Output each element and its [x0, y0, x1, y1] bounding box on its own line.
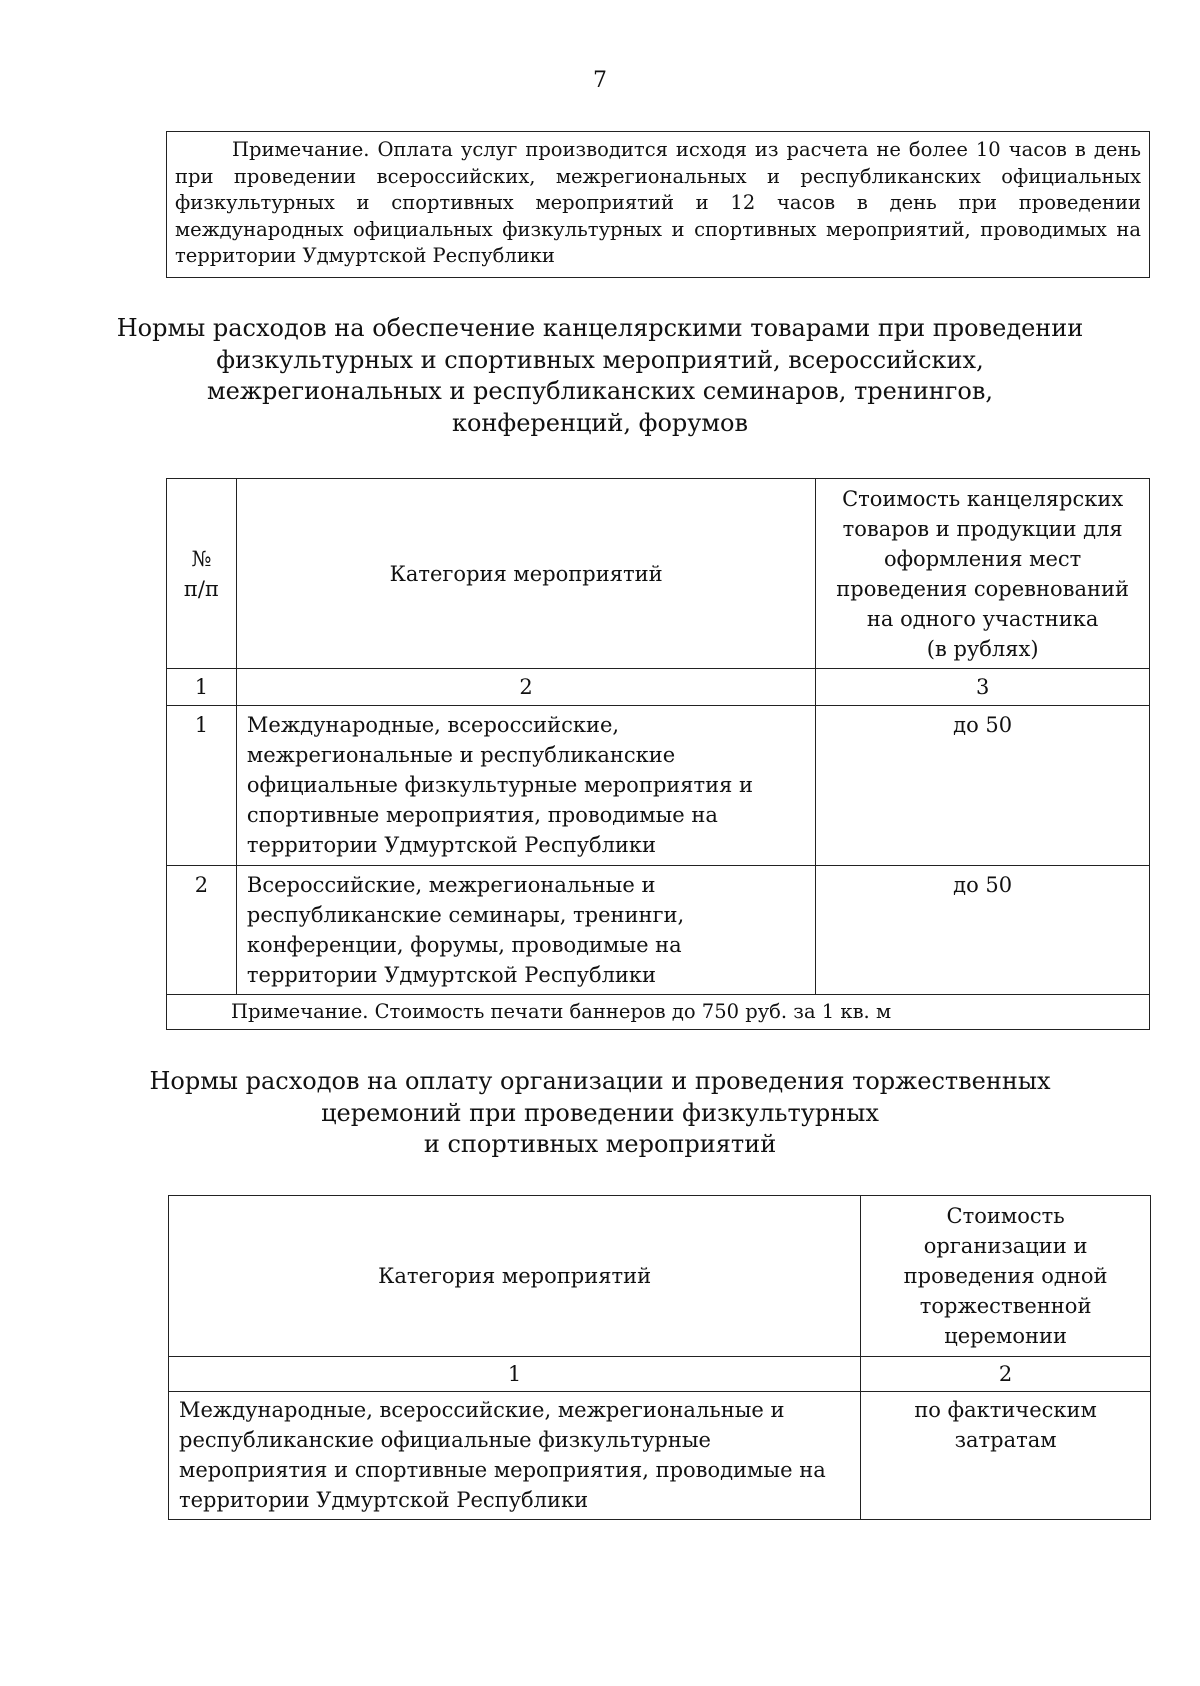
table-note-row [167, 995, 1150, 1030]
table-row: 2 Всероссийские, межрегиональные и республиканские семинары, тренинги, конференции, форумы, проводимые на территории Удмуртской Республики до 50 [167, 866, 1150, 995]
section2-title: Нормы расходов на оплату организации и проведения торжественных церемоний при проведении физкультурных и спортивных мероприятий [149, 1067, 1051, 1158]
table-numbering-row: 1 2 3 [167, 669, 1150, 706]
note-top-text: Примечание. Оплата услуг производится исходя из расчета не более 10 часов в день при проведении всероссийских, межрегиональных и республиканских официальных физкультурных и спортивных мероприятий и 12 часов в день при проведении международных официальных физкультурных и спортивных мероприятий, проводимых на территории Удмуртской Республики [175, 138, 1141, 267]
note-top [166, 131, 1150, 278]
row-category: Международные, всероссийские, межрегиональные и республиканские официальные физкультурные мероприятия и спортивные мероприятия, проводимые на территории Удмуртской Республики [169, 1392, 861, 1520]
row-category: Международные, всероссийские, межрегиональные и республиканские официальные физкультурные мероприятия и спортивные мероприятия, проводимые на территории Удмуртской Республики [236, 706, 815, 866]
page-number: 7 [593, 68, 607, 93]
table-header-row [169, 1196, 1151, 1357]
table-row: 1 Международные, всероссийские, межрегиональные и республиканские официальные физкультурные мероприятия и спортивные мероприятия, проводимые на территории Удмуртской Республики до 50 [167, 706, 1150, 866]
stationery-table [166, 478, 1150, 1030]
section1-title: Нормы расходов на обеспечение канцелярскими товарами при проведении физкультурных и спортивных мероприятий, всероссийских, межрегиональных и республиканских семинаров, тренингов, конференций, форумов [116, 314, 1084, 437]
table-note: Примечание. Стоимость печати баннеров до 750 руб. за 1 кв. м [167, 995, 1150, 1030]
header-category: Категория мероприятий [169, 1196, 861, 1357]
header-category: Категория мероприятий [236, 479, 815, 669]
row-cost: по фактическим затратам [861, 1392, 1151, 1520]
row-cost: до 50 [816, 706, 1150, 866]
row-category: Всероссийские, межрегиональные и республиканские семинары, тренинги, конференции, форумы, проводимые на территории Удмуртской Республики [236, 866, 815, 995]
table-numbering-row: 1 2 [169, 1357, 1151, 1392]
table-row [169, 1392, 1151, 1520]
header-num: № п/п [167, 479, 237, 669]
ceremony-table [168, 1195, 1151, 1520]
row-cost: до 50 [816, 866, 1150, 995]
header-cost: Стоимость организации и проведения одной торжественной церемонии [861, 1196, 1151, 1357]
table-header-row [167, 479, 1150, 669]
header-cost: Стоимость канцелярских товаров и продукции для оформления мест проведения соревнований на одного участника (в рублях) [816, 479, 1150, 669]
